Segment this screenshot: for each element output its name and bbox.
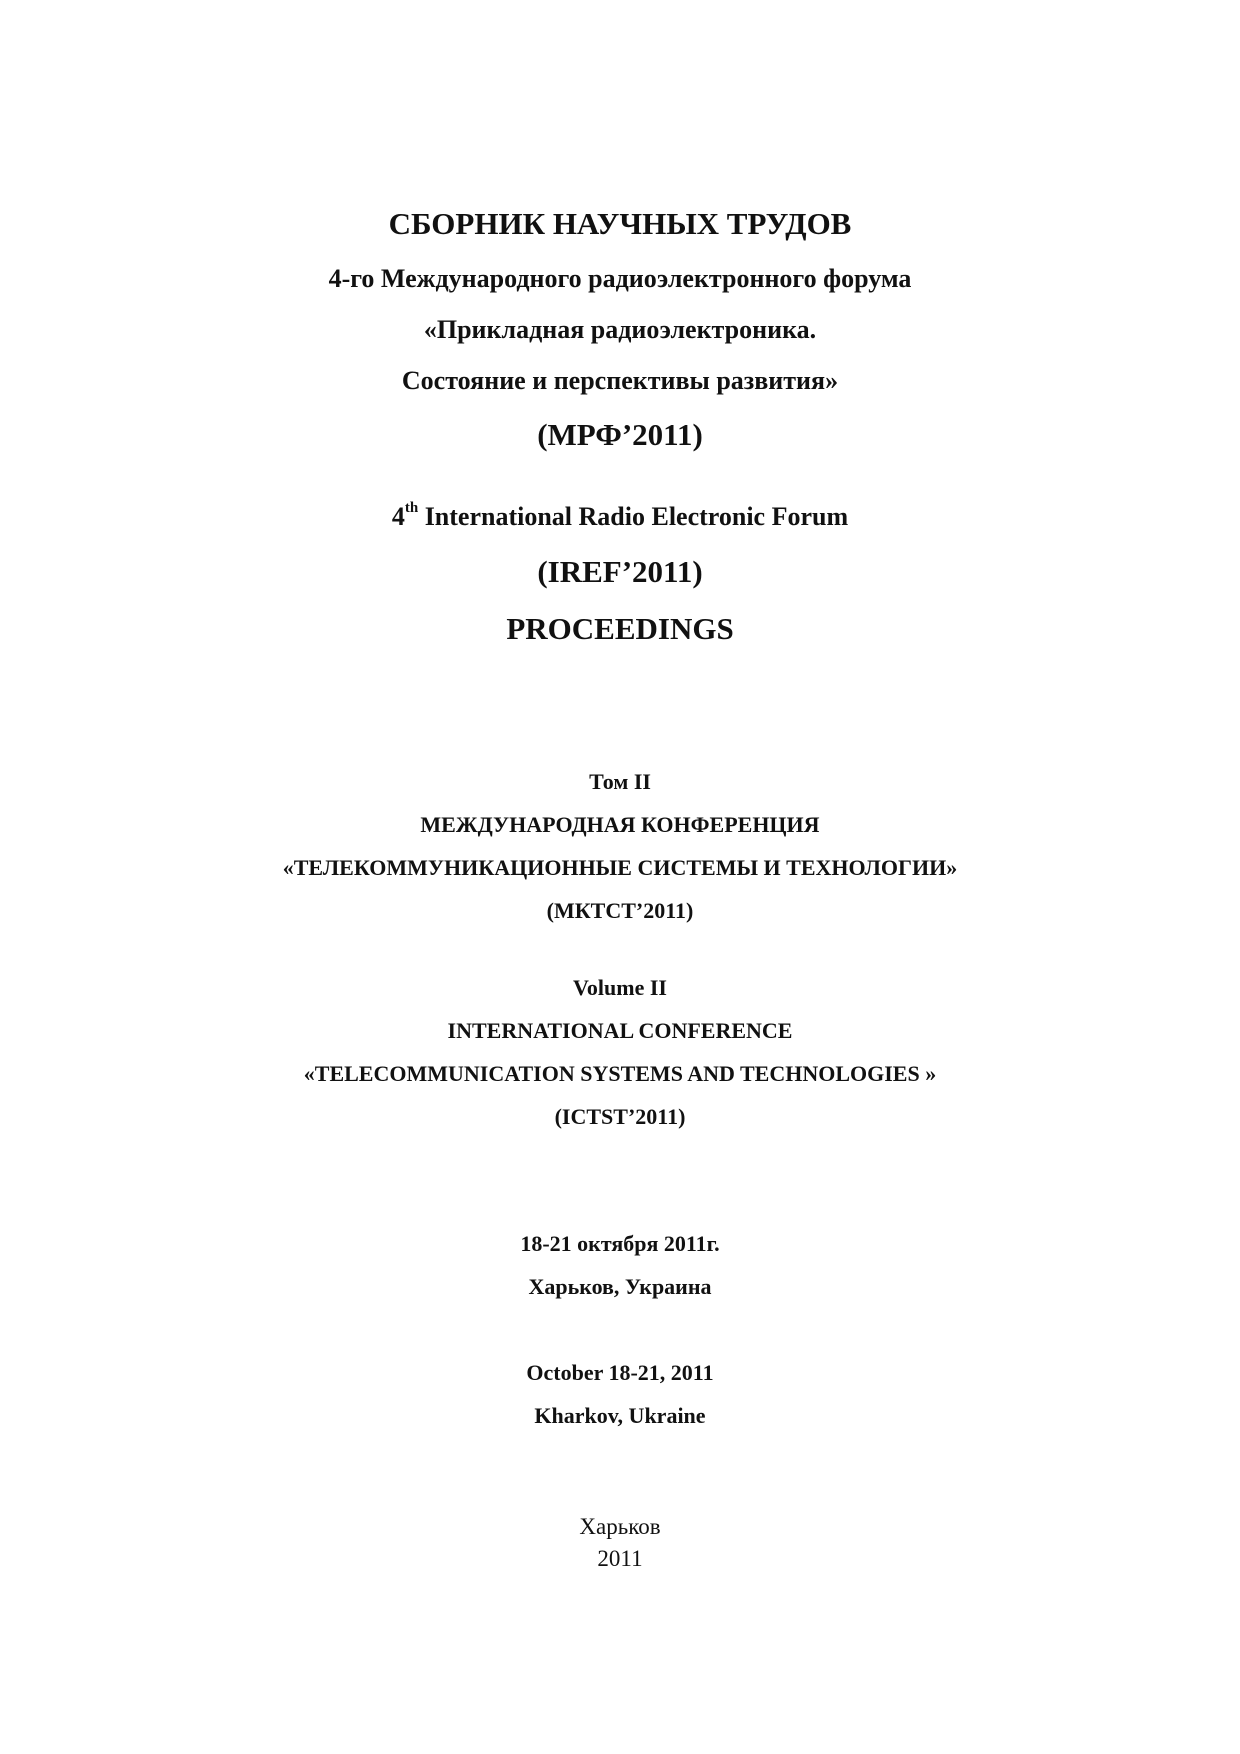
volume-en: Volume II — [573, 975, 667, 1000]
conference-ru: МЕЖДУНАРОДНАЯ КОНФЕРЕНЦИЯ — [420, 812, 820, 837]
forum-line-1: 4-го Международного радиоэлектронного форума — [328, 264, 912, 293]
conference-abbreviation-en: (ICTST’2011) — [554, 1104, 686, 1129]
conference-en: INTERNATIONAL CONFERENCE — [447, 1018, 793, 1043]
collection-title: СБОРНИК НАУЧНЫХ ТРУДОВ — [388, 206, 852, 241]
ordinal-suffix: th — [404, 500, 419, 516]
conference-name-en: «TELECOMMUNICATION SYSTEMS AND TECHNOLOGIES » — [303, 1061, 937, 1086]
place-en: Kharkov, Ukraine — [534, 1403, 706, 1428]
forum-abbreviation-en: (IREF’2011) — [537, 554, 703, 589]
date-en: October 18-21, 2011 — [526, 1360, 714, 1385]
place-ru: Харьков, Украина — [528, 1274, 712, 1299]
forum-line-3: Состояние и перспективы развития» — [401, 366, 839, 395]
imprint-year: 2011 — [597, 1546, 643, 1571]
conference-name-ru: «ТЕЛЕКОММУНИКАЦИОННЫЕ СИСТЕМЫ И ТЕХНОЛОГИИ» — [282, 855, 958, 880]
forum-number: 4 — [391, 502, 405, 531]
forum-title-en-text: International Radio Electronic Forum — [418, 502, 849, 531]
volume-ru: Том II — [589, 769, 651, 794]
forum-title-en — [0, 500, 1240, 531]
date-ru: 18-21 октября 2011г. — [520, 1231, 720, 1256]
forum-line-2: «Прикладная радиоэлектроника. — [423, 315, 817, 344]
forum-abbreviation-ru: (МРФ’2011) — [537, 417, 703, 452]
imprint-city: Харьков — [579, 1514, 661, 1539]
conference-abbreviation-ru: (МКТСТ’2011) — [546, 898, 694, 923]
proceedings-label: PROCEEDINGS — [506, 611, 734, 646]
